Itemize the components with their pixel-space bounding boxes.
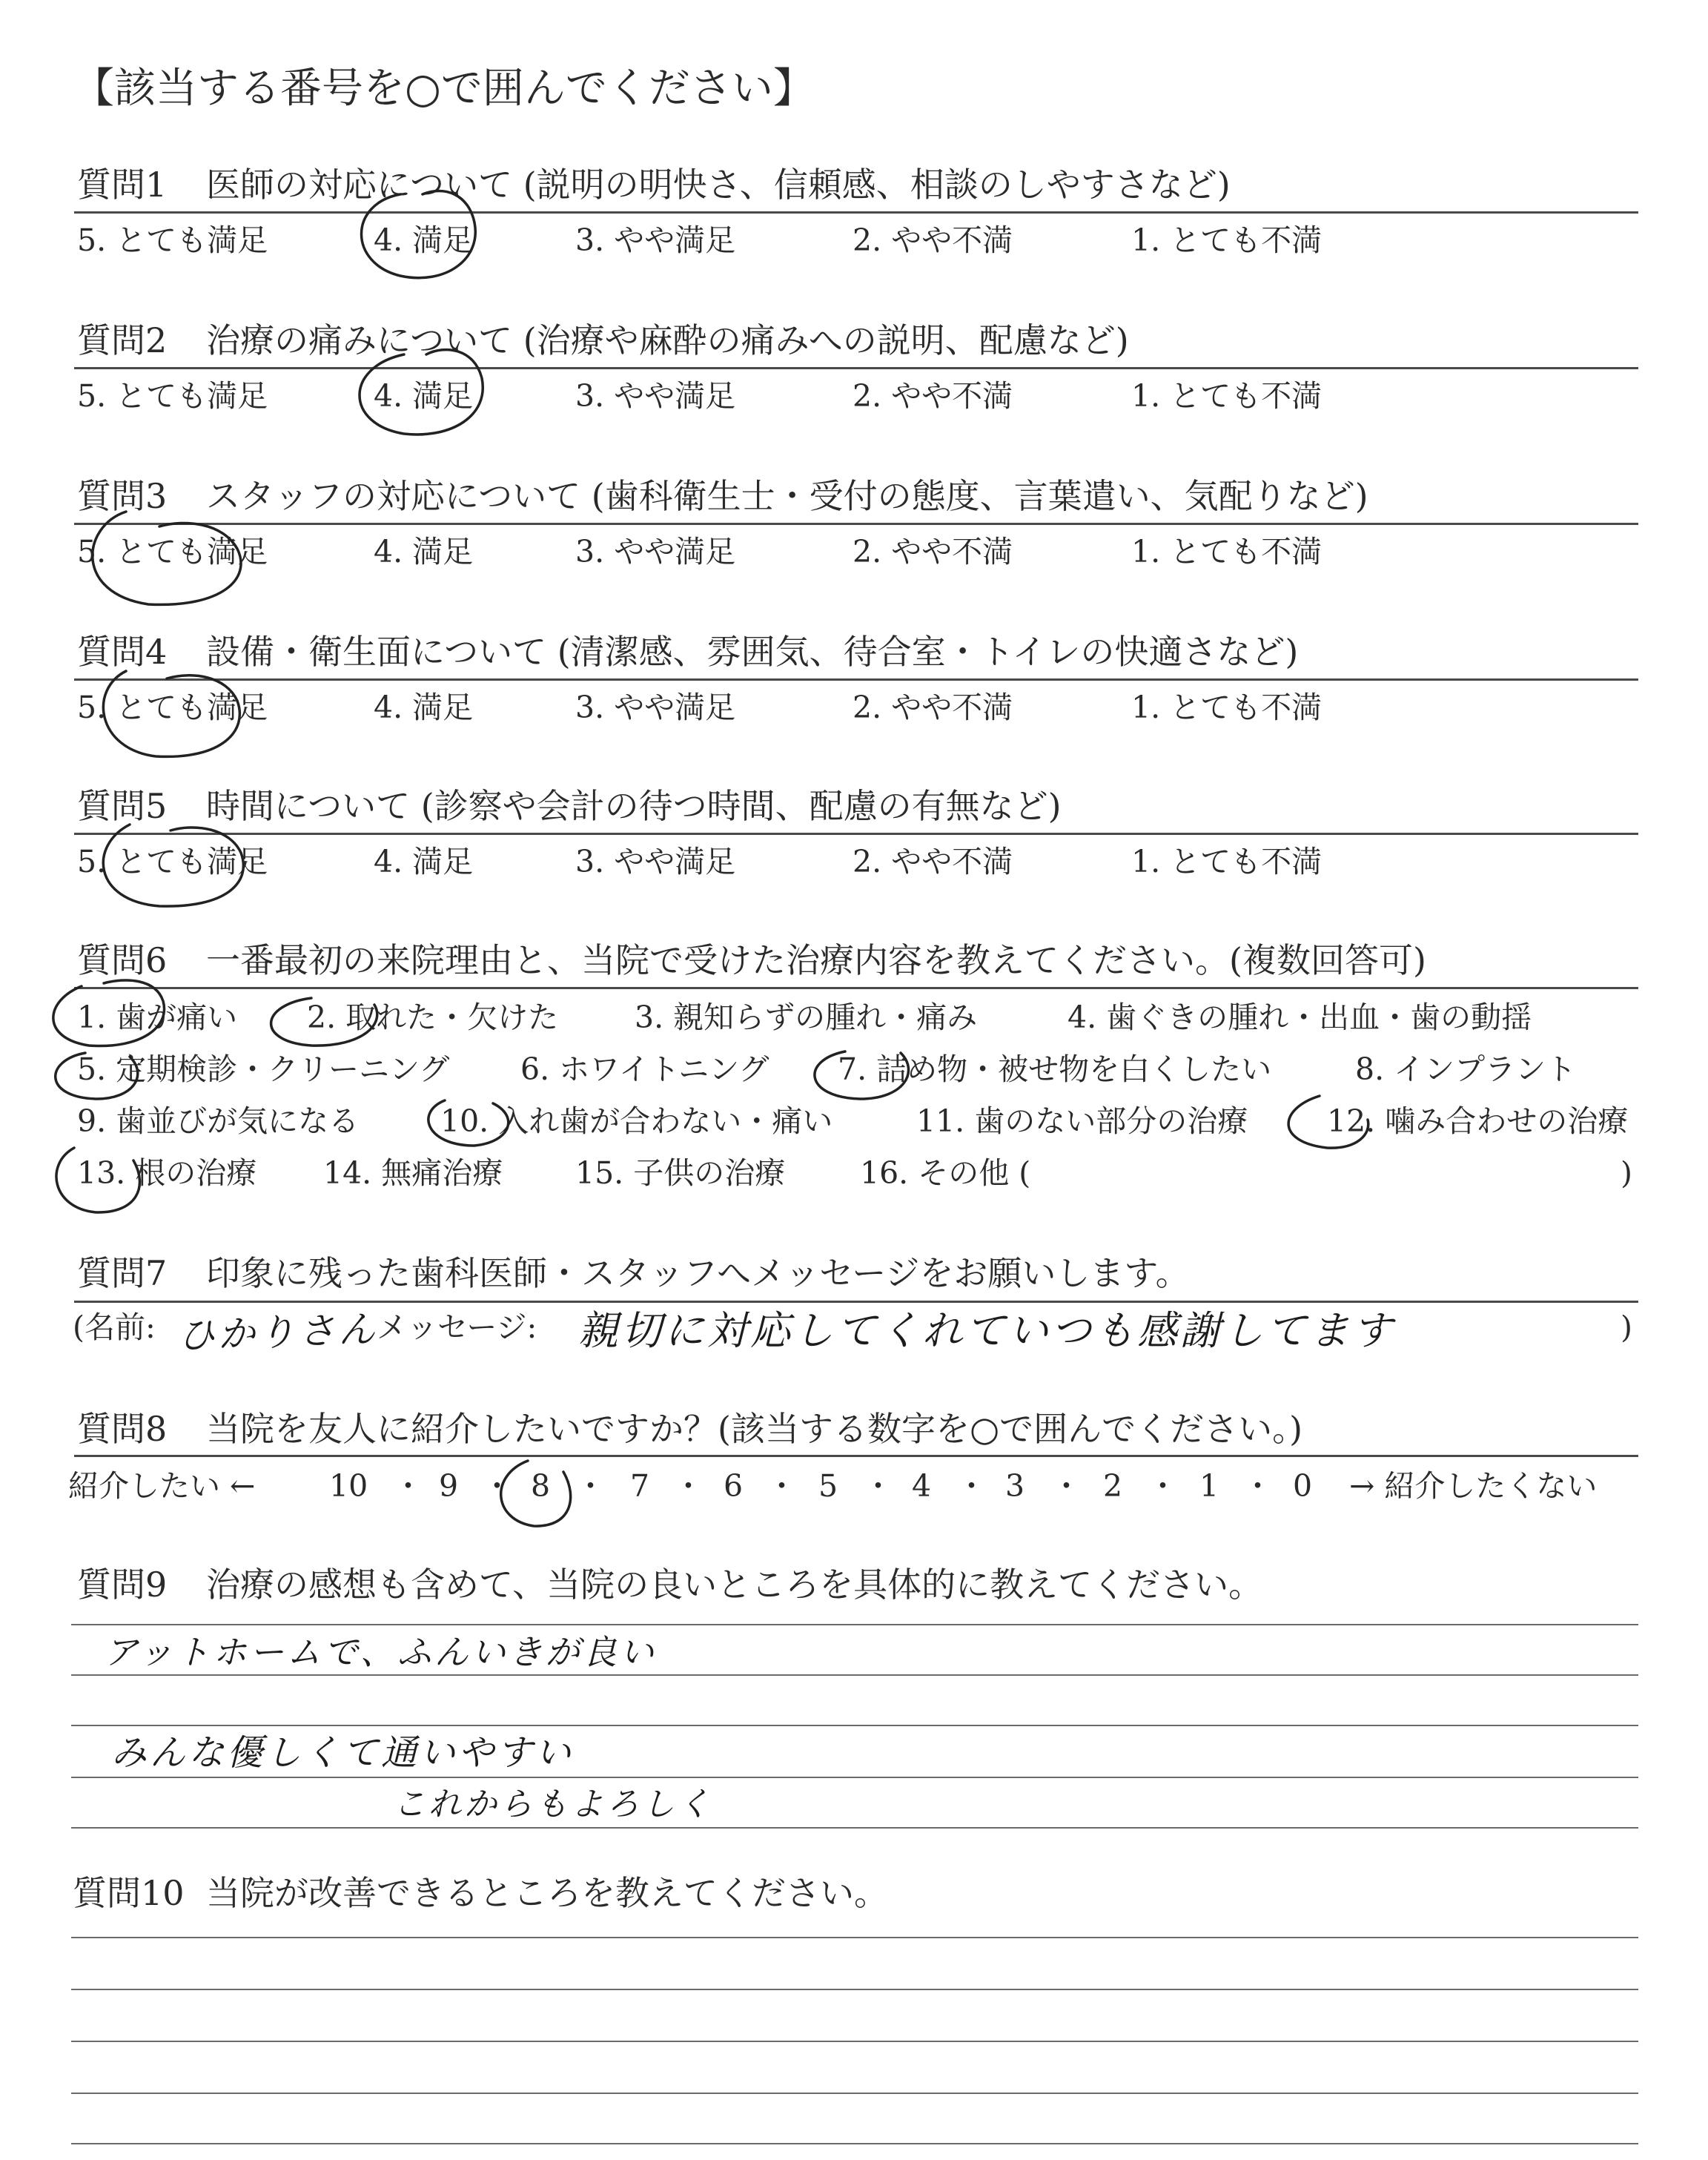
q4-label: 質問4 bbox=[77, 632, 168, 672]
q3-opt-1[interactable]: 1. とても不満 bbox=[1131, 534, 1323, 569]
q9-text: 治療の感想も含めて、当院の良いところを具体的に教えてください。 bbox=[206, 1565, 1263, 1605]
q8-scale-4[interactable]: 4 bbox=[912, 1468, 932, 1504]
q6-opt-12[interactable]: 12. 噛み合わせの治療 bbox=[1327, 1103, 1629, 1139]
q8-scale-9[interactable]: 9 bbox=[439, 1468, 459, 1504]
q6-opt-2[interactable]: 2. 取れた・欠けた bbox=[307, 1000, 559, 1035]
q6-opt-3[interactable]: 3. 親知らずの腫れ・痛み bbox=[635, 1000, 978, 1035]
q8-dot: ・ bbox=[575, 1468, 606, 1504]
q8-dot: ・ bbox=[1148, 1468, 1178, 1504]
q5-opt-5[interactable]: 5. とても満足 bbox=[77, 844, 268, 879]
q6-opt-7[interactable]: 7. 詰め物・被せ物を白くしたい bbox=[838, 1051, 1272, 1087]
q2-text: 治療の痛みについて (治療や麻酔の痛みへの説明、配慮など) bbox=[206, 320, 1129, 360]
q7-name-value[interactable]: ひかりさん bbox=[177, 1307, 379, 1358]
q2-opt-1[interactable]: 1. とても不満 bbox=[1131, 378, 1323, 414]
q1-opt-3[interactable]: 3. やや満足 bbox=[575, 222, 736, 258]
q4-opt-2[interactable]: 2. やや不満 bbox=[853, 690, 1013, 725]
q6-opt-8[interactable]: 8. インプラント bbox=[1355, 1051, 1577, 1087]
q10-line bbox=[71, 2093, 1638, 2094]
q3-label: 質問3 bbox=[77, 476, 168, 516]
q6-opt-14[interactable]: 14. 無痛治療 bbox=[323, 1155, 503, 1191]
q4-opt-5[interactable]: 5. とても満足 bbox=[77, 690, 268, 725]
q10-line bbox=[71, 1937, 1638, 1938]
q2-opt-2[interactable]: 2. やや不満 bbox=[853, 378, 1013, 414]
q3-opt-2[interactable]: 2. やや不満 bbox=[853, 534, 1013, 569]
q6-opt-1[interactable]: 1. 歯が痛い bbox=[77, 1000, 238, 1035]
q8-scale-0[interactable]: 0 bbox=[1293, 1468, 1313, 1504]
q1-opt-4[interactable]: 4. 満足 bbox=[374, 222, 474, 258]
q3-text: スタッフの対応について (歯科衛生士・受付の態度、言葉遣い、気配りなど) bbox=[206, 476, 1368, 516]
q8-scale-10[interactable]: 10 bbox=[329, 1468, 368, 1504]
q8-scale-1[interactable]: 1 bbox=[1199, 1468, 1219, 1504]
q4-rule bbox=[74, 678, 1638, 681]
q6-opt-11[interactable]: 11. 歯のない部分の治療 bbox=[916, 1103, 1248, 1139]
q8-dot: ・ bbox=[956, 1468, 987, 1504]
q9-line bbox=[71, 1827, 1638, 1829]
q2-label: 質問2 bbox=[77, 320, 168, 360]
q1-opt-2[interactable]: 2. やや不満 bbox=[853, 222, 1013, 258]
q5-text: 時間について (診察や会計の待つ時間、配慮の有無など) bbox=[206, 786, 1062, 826]
q9-answer-3[interactable]: これからもよろしく bbox=[393, 1786, 713, 1823]
q8-left-label: 紹介したい ← bbox=[68, 1468, 256, 1504]
q6-opt-4[interactable]: 4. 歯ぐきの腫れ・出血・歯の動揺 bbox=[1068, 1000, 1532, 1035]
q8-scale-3[interactable]: 3 bbox=[1005, 1468, 1025, 1504]
q4-opt-3[interactable]: 3. やや満足 bbox=[575, 690, 736, 725]
q9-line bbox=[71, 1777, 1638, 1778]
q3-rule bbox=[74, 523, 1638, 525]
q9-line bbox=[71, 1725, 1638, 1726]
q8-scale-8[interactable]: 8 bbox=[531, 1468, 551, 1504]
q6-opt-15[interactable]: 15. 子供の治療 bbox=[575, 1155, 786, 1191]
q8-dot: ・ bbox=[1242, 1468, 1273, 1504]
q8-dot: ・ bbox=[767, 1468, 797, 1504]
q7-close-paren: ) bbox=[1621, 1309, 1632, 1345]
q5-label: 質問5 bbox=[77, 786, 168, 826]
q3-opt-3[interactable]: 3. やや満足 bbox=[575, 534, 736, 569]
q6-opt-9[interactable]: 9. 歯並びが気になる bbox=[77, 1103, 360, 1139]
q7-name-label: (名前: bbox=[73, 1309, 156, 1345]
q6-opt-16-close: ) bbox=[1621, 1155, 1632, 1191]
q5-opt-3[interactable]: 3. やや満足 bbox=[575, 844, 736, 879]
q10-line bbox=[71, 2041, 1638, 2042]
q8-scale-6[interactable]: 6 bbox=[724, 1468, 744, 1504]
q5-rule bbox=[74, 833, 1638, 835]
q10-line bbox=[71, 2143, 1638, 2144]
q8-rule bbox=[74, 1455, 1638, 1457]
q6-opt-10[interactable]: 10. 入れ歯が合わない・痛い bbox=[440, 1103, 833, 1139]
q6-opt-16[interactable]: 16. その他 ( bbox=[860, 1155, 1031, 1191]
form-header: 【該当する番号を○で囲んでください】 bbox=[73, 65, 815, 113]
q8-right-label: → 紹介したくない bbox=[1349, 1468, 1598, 1504]
q5-opt-4[interactable]: 4. 満足 bbox=[374, 844, 474, 879]
q10-label: 質問10 bbox=[73, 1873, 185, 1913]
q1-label: 質問1 bbox=[77, 165, 168, 205]
q7-label: 質問7 bbox=[77, 1253, 168, 1293]
q3-opt-5[interactable]: 5. とても満足 bbox=[77, 534, 268, 569]
q8-text: 当院を友人に紹介したいですか？(該当する数字を○で囲んでください。) bbox=[206, 1409, 1303, 1449]
q9-label: 質問9 bbox=[77, 1565, 168, 1605]
q6-label: 質問6 bbox=[77, 940, 168, 980]
q4-opt-1[interactable]: 1. とても不満 bbox=[1131, 690, 1323, 725]
q9-line bbox=[71, 1624, 1638, 1625]
q8-dot: ・ bbox=[482, 1468, 512, 1504]
q1-text: 医師の対応について (説明の明快さ、信頼感、相談のしやすさなど) bbox=[206, 165, 1231, 205]
q6-opt-5[interactable]: 5. 定期検診・クリーニング bbox=[77, 1051, 450, 1087]
q2-opt-3[interactable]: 3. やや満足 bbox=[575, 378, 736, 414]
q8-scale-2[interactable]: 2 bbox=[1103, 1468, 1123, 1504]
q6-opt-13[interactable]: 13. 根の治療 bbox=[77, 1155, 257, 1191]
q8-dot: ・ bbox=[1051, 1468, 1082, 1504]
q2-opt-5[interactable]: 5. とても満足 bbox=[77, 378, 268, 414]
q8-dot: ・ bbox=[863, 1468, 893, 1504]
q7-message-label: メッセージ: bbox=[377, 1309, 537, 1345]
q7-text: 印象に残った歯科医師・スタッフへメッセージをお願いします。 bbox=[206, 1253, 1190, 1293]
q1-opt-1[interactable]: 1. とても不満 bbox=[1131, 222, 1323, 258]
q6-rule bbox=[74, 987, 1638, 989]
q4-text: 設備・衛生面について (清潔感、雰囲気、待合室・トイレの快適さなど) bbox=[206, 632, 1299, 672]
q6-text: 一番最初の来院理由と、当院で受けた治療内容を教えてください。(複数回答可) bbox=[206, 940, 1426, 980]
q8-label: 質問8 bbox=[77, 1409, 168, 1449]
q7-message-value[interactable]: 親切に対応してくれていつも感謝してます bbox=[578, 1307, 1395, 1354]
q9-answer-2[interactable]: みんな優しくて通いやすい bbox=[111, 1732, 575, 1774]
q8-dot: ・ bbox=[673, 1468, 704, 1504]
q1-rule bbox=[74, 211, 1638, 214]
q6-opt-6[interactable]: 6. ホワイトニング bbox=[520, 1051, 769, 1087]
q5-opt-1[interactable]: 1. とても不満 bbox=[1131, 844, 1323, 879]
q1-opt-5[interactable]: 5. とても満足 bbox=[77, 222, 268, 258]
q4-opt-4[interactable]: 4. 満足 bbox=[374, 690, 474, 725]
q2-opt-4[interactable]: 4. 満足 bbox=[374, 378, 474, 414]
q9-answer-1[interactable]: アットホームで、ふんいきが良い bbox=[104, 1632, 657, 1672]
q3-opt-4[interactable]: 4. 満足 bbox=[374, 534, 474, 569]
q8-scale-5[interactable]: 5 bbox=[818, 1468, 838, 1504]
q10-text: 当院が改善できるところを教えてください。 bbox=[206, 1873, 888, 1913]
q8-dot: ・ bbox=[393, 1468, 423, 1504]
q10-line bbox=[71, 1989, 1638, 1990]
q8-scale-7[interactable]: 7 bbox=[630, 1468, 650, 1504]
q9-line bbox=[71, 1674, 1638, 1676]
q7-rule bbox=[74, 1301, 1638, 1303]
q5-opt-2[interactable]: 2. やや不満 bbox=[853, 844, 1013, 879]
q2-rule bbox=[74, 367, 1638, 369]
